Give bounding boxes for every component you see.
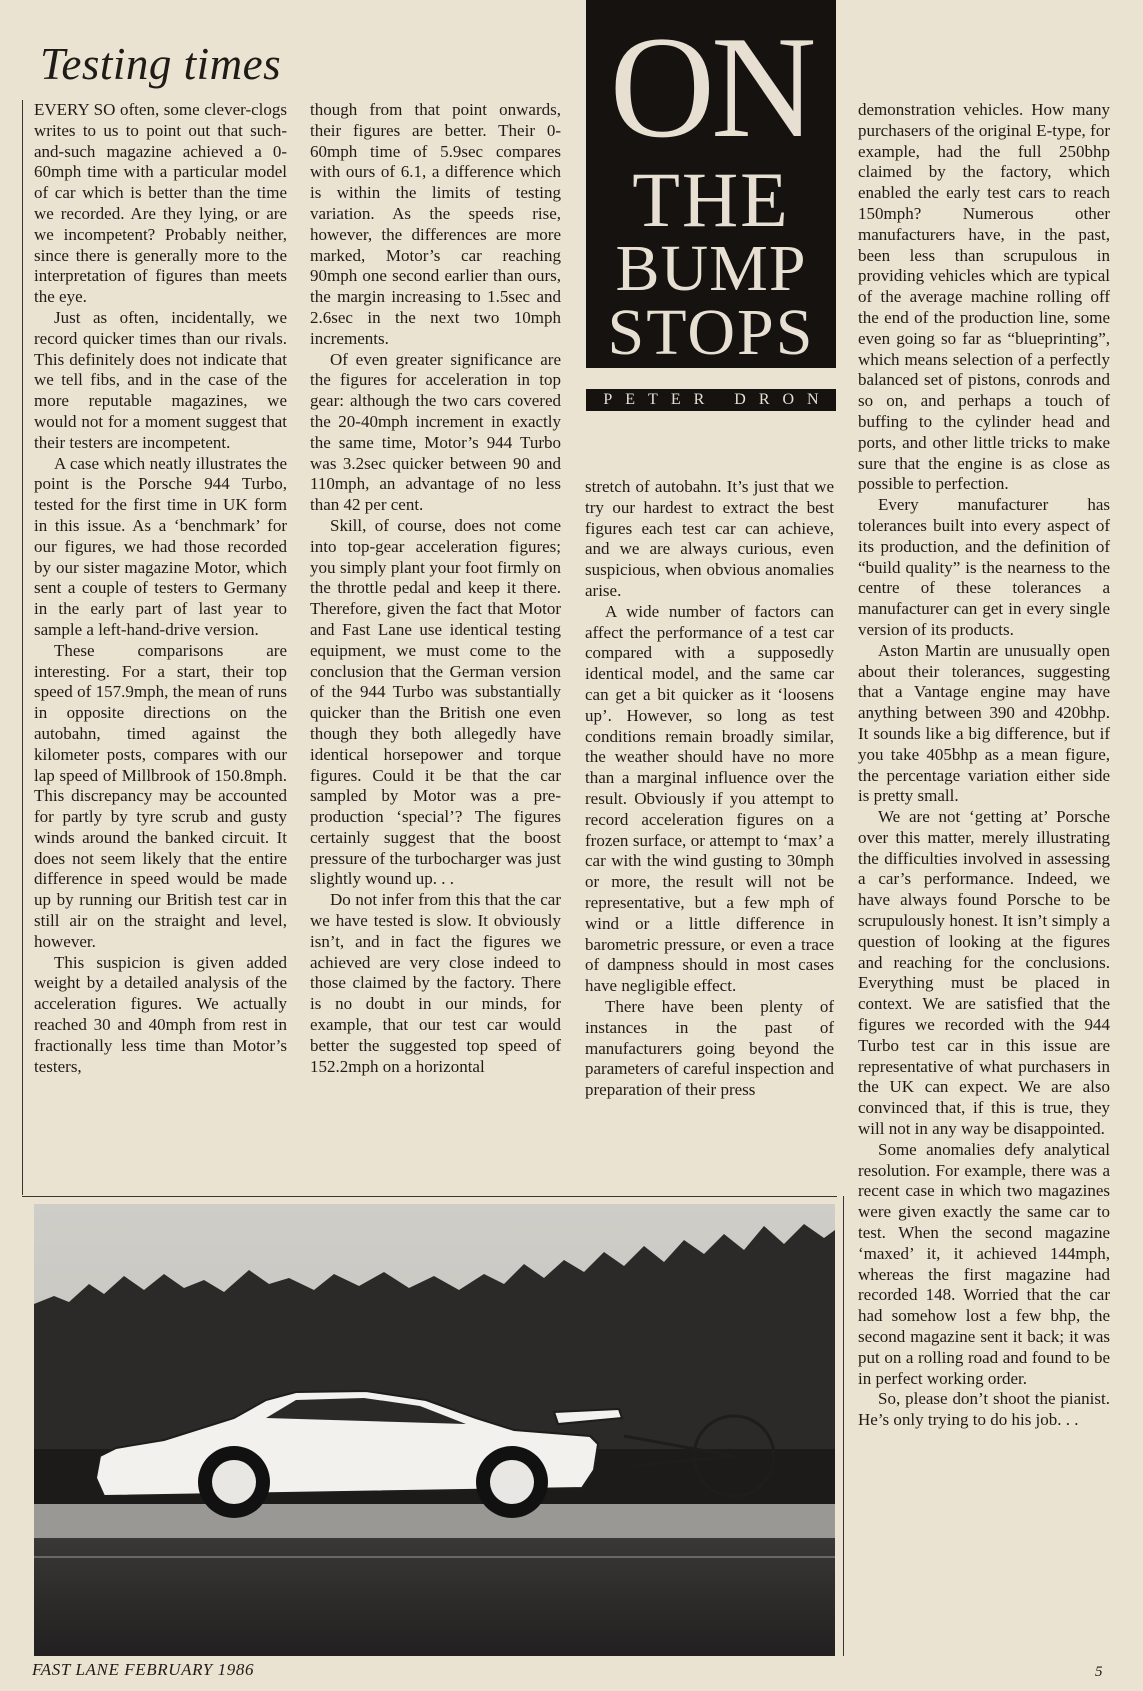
author-byline: PETER DRON: [586, 389, 836, 411]
grass-strip: [34, 1504, 835, 1538]
paragraph: This suspicion is given added weight by a detailed analysis of the acceleration figures. We actually reached 30 and 40mph from rest in fractionally less time than Motor’s testers,: [34, 952, 287, 1076]
left-border-rule: [22, 100, 23, 1195]
masthead-line-the: THE: [632, 156, 790, 243]
rear-wheel-rim: [490, 1460, 534, 1504]
paragraph: A wide number of factors can affect the performance of a test car compared with a supposedly identical model, and the same car can get a bit quicker as it ‘loosens up’. However, so long as test conditions remain broadly similar, the weather should have no more than a marginal influence over the result. Obviously if you attempt to record acceleration figures on a frozen surface, or attempt to ‘max’ a car with the wind gusting to 30mph or more, the result will not be representative, but a few mph of wind or a little difference in barometric pressure, or even a trace of dampness should in most cases have negligible effect.: [585, 601, 834, 996]
photo-right-rule: [843, 1196, 844, 1656]
paragraph: Some anomalies defy analytical resolution. For example, there was a recent case in which two magazines were given exactly the same car to test. When the second magazine ‘maxed’ it, it achieved 144mph, whereas the first magazine had recorded 148. Worried that the car had somehow lost a few bhp, the second magazine sent it back; it was put on a rolling road and found to be in perfect working order.: [858, 1139, 1110, 1388]
column-masthead: [586, 0, 836, 368]
paragraph: A case which neatly illustrates the point is the Porsche 944 Turbo, tested for the first time in UK form in this issue. As a ‘benchmark’ for our figures, we had those recorded by our sister magazine Motor, which sent a couple of testers to Germany in the early part of last year to sample a left-hand-drive version.: [34, 453, 287, 639]
front-wheel-rim: [212, 1460, 256, 1504]
masthead-line-bump: BUMP: [615, 232, 807, 305]
article-column-3: [585, 477, 834, 1101]
paragraph: These comparisons are interesting. For a start, their top speed of 157.9mph, the mean of runs in opposite directions on the autobahn, timed against the kilometer posts, compares with our lap speed of Millbrook of 150.8mph. This discrepancy may be accounted for partly by tyre scrub and gusty winds around the banked circuit. It does not seem likely that the entire difference in speed would be made up by running our British test car in still air on the straight and level, however.: [34, 640, 287, 951]
page-number: 5: [1095, 1664, 1103, 1680]
paragraph: Of even greater significance are the figures for acceleration in top gear: although the two cars covered the 20-40mph increment in exactly the same time, Motor’s 944 Turbo was 3.2sec quicker between 90 and 110mph, an advantage of no less than 42 per cent.: [310, 349, 561, 515]
paragraph: There have been plenty of instances in the past of manufacturers going beyond the parameters of careful inspection and preparation of their press: [585, 996, 834, 1100]
paragraph: Aston Martin are unusually open about their tolerances, suggesting that a Vantage engine may have anything between 390 and 420bhp. It sounds like a big difference, but if you take 405bhp as a mean figure, the percentage variation either side is pretty small.: [858, 640, 1110, 806]
paragraph: We are not ‘getting at’ Porsche over this matter, merely illustrating the difficulties involved in assessing a car’s performance. Indeed, we have always found Porsche to be scrupulously honest. It isn’t simply a question of looking at the figures and reaching for the conclusions. Everything must be placed in context. We are satisfied that the figures we recorded with the 944 Turbo test car in this issue are representative of what purchasers in the UK can expect. We are also convinced that, if this is true, they will not in any way be disappointed.: [858, 807, 1110, 1139]
article-column-4: [858, 100, 1110, 1431]
paragraph: though from that point onwards, their figures are better. Their 0-60mph time of 5.9sec compares with ours of 6.1, a difference which is within the limits of testing variation. As the speeds rise, however, the differences are more marked, Motor’s car reaching 90mph one second earlier than ours, the margin increasing to 1.5sec and 2.6sec in the next two 10mph increments.: [310, 100, 561, 348]
paragraph: So, please don’t shoot the pianist. He’s only trying to do his job. . .: [858, 1389, 1110, 1430]
masthead-line-on: ON: [609, 6, 813, 168]
paragraph: stretch of autobahn. It’s just that we try our hardest to extract the best figures each test car can achieve, and we are always curious, even suspicious, when obvious anomalies arise.: [585, 477, 834, 600]
publication-footer: FAST LANE FEBRUARY 1986: [32, 1660, 255, 1679]
porsche-test-photo: [34, 1204, 835, 1656]
car-photo-illustration: [34, 1204, 835, 1656]
photo-top-rule: [22, 1196, 837, 1197]
paragraph: Just as often, incidentally, we record quicker times than our rivals. This definitely does not indicate that we tell fibs, and in the case of the more reputable magazines, we would not for a moment suggest that their testers are incompetent.: [34, 307, 287, 452]
paragraph: Skill, of course, does not come into top-gear acceleration figures; you simply plant your foot firmly on the throttle pedal and keep it there. Therefore, given the fact that Motor and Fast Lane use identical testing equipment, we must come to the conclusion that the German version of the 944 Turbo was substantially quicker than the British one even though they both allegedly have identical horsepower and torque figures. Could it be that the car sampled by Motor was a pre-production ‘special’? The figures certainly suggest that the boost pressure of the turbocharger was just slightly wound up. . .: [310, 515, 561, 889]
paragraph: EVERY SO often, some clever-clogs writes to us to point out that such-and-such magazine achieved a 0-60mph time with a particular model of car which is better than the time we recorded. Are they lying, or are we incompetent? Probably neither, since there is generally more to the interpretation of figures than meets the eye.: [34, 100, 287, 307]
article-column-1: [34, 100, 287, 1077]
track-line: [34, 1556, 835, 1558]
paragraph: Do not infer from this that the car we have tested is slow. It obviously isn’t, and in fact the figures we achieved are very close indeed to those claimed by the factory. There is no doubt in our minds, for example, that our test car would better the suggested top speed of 152.2mph on a horizontal: [310, 890, 561, 1076]
masthead-line-stops: STOPS: [607, 296, 815, 368]
paragraph: Every manufacturer has tolerances built into every aspect of its production, and the definition of “build quality” is the nearness to the centre of these tolerances a manufacturer can get in every single version of its products.: [858, 495, 1110, 639]
paragraph: demonstration vehicles. How many purchasers of the original E-type, for example, had the full 250bhp claimed by the factory, which enabled the early test cars to reach 150mph? Numerous other manufacturers have, in the past, been less than scrupulous in providing vehicles which are typical of the average machine rolling off the end of the production line, some even going so far as “blueprinting”, which means selection of a perfectly balanced set of pistons, conrods and so on, and perhaps a touch of buffing to the cylinder head and ports, and other little tricks to make sure that the engine is as close as possible to perfection.: [858, 100, 1110, 494]
article-column-2: [310, 100, 561, 1077]
article-title: Testing times: [40, 39, 282, 89]
track-surface: [34, 1538, 835, 1656]
